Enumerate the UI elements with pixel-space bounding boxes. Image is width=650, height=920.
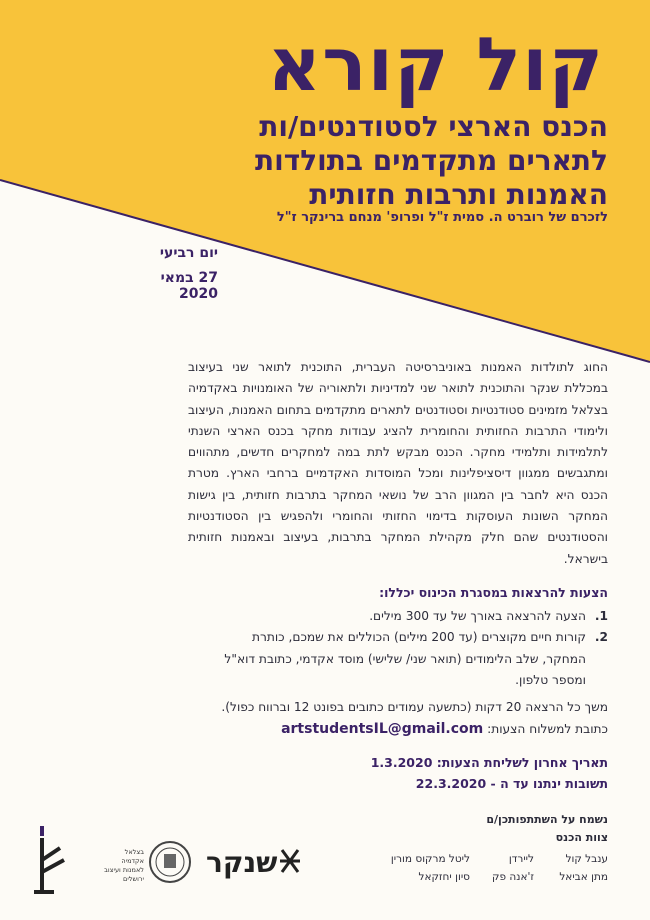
team-member: מתן אביאל (559, 871, 608, 883)
team-member: סיון יחזקאל (418, 871, 470, 883)
list-number: 1. (594, 609, 608, 623)
answers-date: תשובות ינתנו עד ה - 22.3.2020 (415, 776, 608, 791)
subtitle-line-1: הכנס הארצי לסטודנטים/ות (259, 110, 608, 143)
team-member: ליירדן (508, 853, 534, 865)
shenkar-logo-text: שנקר (206, 846, 278, 879)
event-day: יום רביעי (159, 245, 218, 261)
team-column-2 (492, 850, 534, 886)
team-member: ליטל מרקוס מורין (390, 853, 470, 865)
team-member: ענבל קול (565, 853, 608, 865)
team-column-3 (391, 850, 470, 886)
duration-note: משך כל הרצאה 20 דקות (כתשעה עמודים כתובים בפונט 12 וברווח כפול). (221, 700, 608, 714)
list-number: 2. (594, 630, 608, 645)
list-item-text: הצעה להרצאה באורך של עד 300 מילים. (369, 609, 586, 623)
bezalel-logo-text: בצלאל אקדמיה לאמנות ועיצוב ירושלים (104, 848, 144, 883)
subtitle-line-2: לתארים מתקדמים בתולדות (255, 144, 608, 177)
list-item-text: קורות חיים מקוצרים (עד 200 מילים) הכוללים את שמכם, כותרת המחקר, שלב הלימודים (תואר שני/ שלישי) מוסד אקדמי, כתובת דוא"ל ומספר טלפון. (224, 630, 586, 687)
event-date: 27 במאי 2020 (160, 270, 218, 302)
submissions-list (208, 606, 608, 691)
email-link[interactable]: artstudentsIL@gmail.com (281, 721, 484, 737)
team-column-1 (559, 850, 608, 886)
shenkar-logo-mark (278, 846, 302, 876)
email-line (281, 721, 608, 737)
list-item (208, 606, 608, 627)
hebrew-university-seal (148, 840, 192, 884)
team-member: ז'אנה פק (492, 871, 534, 883)
list-item (208, 627, 608, 691)
bezalel-lamp-logo (30, 820, 90, 900)
email-label: כתובת למשלוח הצעות: (487, 722, 608, 736)
deadline: תאריך אחרון לשליחת הצעות: 1.3.2020 (370, 755, 608, 770)
submissions-heading: הצעות להרצאות במסגרת הכינוס יכללו: (379, 585, 608, 600)
main-title: קול קורא (267, 22, 604, 108)
team-heading: צוות הכנס (555, 831, 608, 844)
body-paragraph: החוג לתולדות האמנות באוניברסיטה העברית, התוכנית לתואר שני בעיצוב במכללת שנקר והתוכנית לתואר שני למדיניות ולתאוריה של האומנויות באקדמיה בצלאל מזמינים סטודנטיות וסטודנטים לתארים מתקדמים בתחום האמנות, העיצוב ולימודי התרבות החזותית והחומרית להציג עבודות מחקר בכנס הארצי השנתי לתלמידות ותלמידי מחקר. הכנס מבקש לתת במה למחקרים חדשים, מתהווים ומתגבשים ממגוון דיסציפלינות ומכל המוסדות האקדמיים ברחבי הארץ. מטרת הכנס היא לחבר בין המגוון הרב של נושאי המחקר בתרבות חזותית, בין גישות המחקר השונות העוסקות בדימוי החזותי והחומרי ולהפגיש בין הסטודנטיות והסטודנטים שהם חלק מקהילת המחקר בתרבות, בעיצוב ובאמנות חזותית בישראל. (188, 360, 608, 566)
subtitle-line-3: האמנות ותרבות חזותית (309, 178, 608, 211)
closing-line: נשמח על השתתפותכן/ם (486, 813, 608, 826)
dedication: לזכרם של רוברט ה. סמית ז"ל ופרופ' מנחם ברינקר ז"ל (276, 210, 608, 225)
logos-strip (30, 820, 300, 900)
